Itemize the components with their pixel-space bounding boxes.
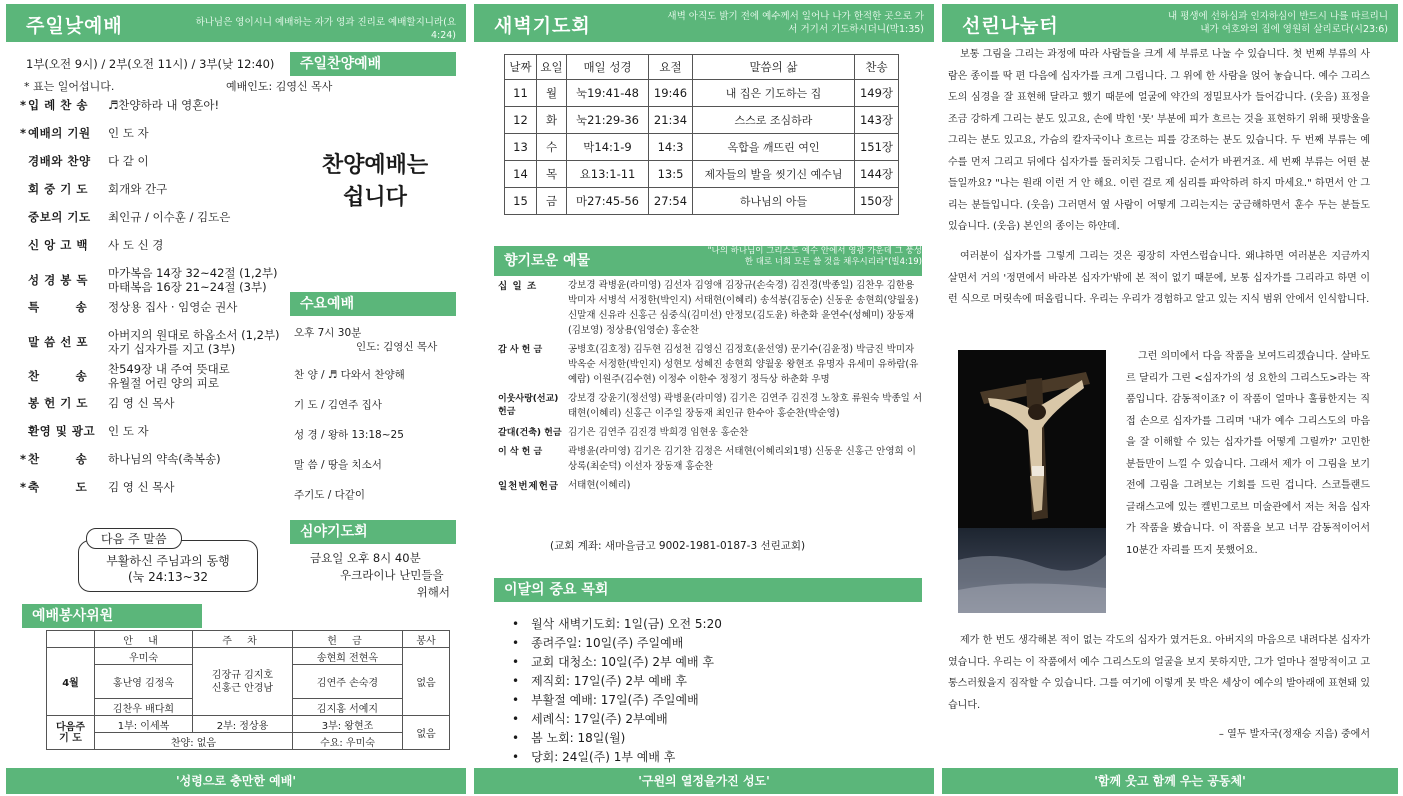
wednesday-order-item: 성 경 / 왕하 13:18~25 [294, 429, 404, 441]
offering-item [498, 391, 924, 421]
order-star [20, 154, 28, 168]
order-label: 경배와 찬양 [28, 154, 91, 168]
order-label: 회 중 기 도 [28, 182, 88, 196]
order-label: 말 씀 선 포 [28, 335, 88, 349]
committee-col-guide: 안 내 [95, 631, 193, 648]
offering-label: 이 삭 헌 금 [498, 447, 543, 457]
offering-item [498, 425, 924, 440]
sharing-header [942, 4, 1398, 42]
order-value [108, 328, 282, 356]
next-prayer-2: 2부: 정상용 [193, 716, 293, 733]
next-week-title: 다음 주 말씀 [86, 528, 182, 549]
committee-col-parking: 주 차 [193, 631, 293, 648]
offering-verse: "나의 하나님이 그리스도 예수 안에서 영광 가운데 그 풍성한 대로 너희 모든 쓸 것을 채우시리라"(빌4:19) [707, 246, 922, 267]
order-value-line: 마태복음 16장 21~24절 (3부) [108, 280, 267, 294]
order-star [20, 328, 28, 356]
offering-label: 이웃사랑(선교) 헌금 [498, 394, 559, 417]
dawn-date: 13 [505, 134, 537, 161]
order-star [20, 266, 28, 294]
night-prayer-topic: 우크라이나 난민들을 [340, 568, 444, 582]
order-item [20, 328, 282, 356]
order-value-line: 아버지의 원대로 하옵소서 (1,2부) [108, 328, 280, 342]
order-label: 신 앙 고 백 [28, 238, 88, 252]
order-value-line: 자기 십자가를 지고 (3부) [108, 342, 236, 356]
table-row [505, 161, 899, 188]
list-item: • 월삭 새벽기도회: 1일(금) 오전 5:20 [512, 615, 722, 634]
order-value-line: 회개와 간구 [108, 182, 168, 196]
sunday-worship-header [6, 4, 466, 42]
order-star: * [20, 98, 27, 112]
table-row [505, 107, 899, 134]
order-item [20, 182, 282, 196]
offering-item [498, 278, 924, 338]
committee-col-offering: 헌 금 [293, 631, 403, 648]
dawn-message: 옥합을 깨뜨린 여인 [693, 134, 855, 161]
painting-image [958, 350, 1106, 613]
order-value [108, 126, 282, 140]
order-value-line: 찬549장 내 주여 뜻대로 [108, 362, 230, 376]
order-value [108, 480, 282, 494]
crucifixion-painting [958, 350, 1106, 613]
next-week-label: 다음주 기 도 [47, 716, 95, 750]
night-prayer [300, 550, 450, 601]
dawn-date: 11 [505, 80, 537, 107]
order-item [20, 300, 282, 314]
events-header: 이달의 중요 목회 [494, 578, 922, 602]
dawn-key-verse: 14:3 [649, 134, 693, 161]
dawn-hymn: 143장 [855, 107, 899, 134]
dawn-day: 목 [537, 161, 567, 188]
committee-table [46, 630, 450, 750]
order-value-line: 김 영 신 목사 [108, 480, 175, 494]
dawn-day: 화 [537, 107, 567, 134]
offering-item [498, 444, 924, 474]
order-value-line: 하나님의 약속(축복송) [108, 452, 221, 466]
praise-worship-notice [300, 150, 450, 214]
standing-note: * 표는 일어섭니다. [24, 80, 115, 93]
order-item [20, 452, 282, 466]
order-value [108, 210, 282, 224]
offering-label: 십 일 조 [498, 281, 538, 292]
order-star [20, 238, 28, 252]
wednesday-order-item: 말 씀 / 땅을 치소서 [294, 459, 382, 471]
order-label: 성 경 봉 독 [28, 273, 88, 287]
dawn-col-day: 요일 [537, 55, 567, 80]
order-item [20, 362, 282, 390]
order-value-line: 유월절 어린 양의 피로 [108, 376, 219, 390]
dawn-date: 15 [505, 188, 537, 215]
list-item: • 부활절 예배: 17일(주) 주일예배 [512, 691, 722, 710]
dawn-reading: 눅19:41-48 [567, 80, 649, 107]
list-item: • 당회: 24일(주) 1부 예배 후 [512, 748, 722, 767]
dawn-day: 금 [537, 188, 567, 215]
dawn-header-row [505, 55, 899, 80]
dawn-reading: 막14:1-9 [567, 134, 649, 161]
order-label: 예배의 기원 [28, 126, 91, 140]
order-item [20, 266, 282, 294]
dawn-message: 제자들의 발을 씻기신 예수님 [693, 161, 855, 188]
offering-names: 곽병윤(라미영) 김기은 김기찬 김정은 서태현(이혜리외1명) 신동운 신홍근 안영희 이상록(최순덕) 이선자 장동재 홍순찬 [568, 446, 916, 472]
order-label: 찬 송 [28, 369, 88, 383]
wednesday-leader: 인도: 김영신 목사 [356, 341, 438, 353]
order-star [20, 424, 28, 438]
table-row [47, 716, 450, 733]
dawn-prayer-title: 새벽기도회 [494, 15, 591, 37]
order-value-line: ♬찬양하라 내 영혼아! [108, 98, 220, 112]
footer-slogan-2: '구원의 열정을가진 성도' [474, 768, 934, 794]
committee-header: 예배봉사위원 [22, 604, 202, 628]
order-item [20, 480, 282, 494]
next-week-sermon-title: 부활하신 주님과의 동행 [106, 554, 230, 568]
offering-names: 공병호(김호정) 김두현 김성천 김영신 김정호(윤선영) 문기수(김윤정) 박금진 박미자 박옥순 서정한(박인지) 성현모 성혜진 송현희 양월웅 왕현조 유명자 유세미 유하람(유예람) 이원주(김수현) 이정수 이한수 정정기 정득상 하춘화 우명 [568, 344, 919, 385]
order-item [20, 154, 282, 168]
order-label: 특 송 [28, 300, 88, 314]
offering-label: 갈대(건축) 헌금 [498, 428, 562, 438]
wednesday-order-item: 주기도 / 다같이 [294, 489, 366, 501]
dawn-key-verse: 21:34 [649, 107, 693, 134]
dawn-col-hymn: 찬송 [855, 55, 899, 80]
dawn-day: 월 [537, 80, 567, 107]
dawn-prayer-header [474, 4, 934, 42]
list-item: • 종려주일: 10일(주) 주일예배 [512, 634, 722, 653]
order-star: * [20, 480, 27, 494]
wednesday-worship-header: 수요예배 [290, 292, 456, 316]
offering-names: 강보경 강윤기(정선영) 곽병윤(라미영) 김기은 김연주 김진경 노창호 류원숙 박종일 서태현(이혜리) 신홍근 이주일 장동재 최인규 한수아 홍순찬(박순영) [568, 393, 923, 419]
table-row [47, 733, 450, 750]
offering-list [498, 278, 924, 497]
committee-month: 4월 [47, 648, 95, 716]
order-value-line: 사 도 신 경 [108, 238, 164, 252]
order-star [20, 182, 28, 196]
dawn-message: 하나님의 아들 [693, 188, 855, 215]
order-label: 축 도 [28, 480, 88, 494]
order-label: 찬 송 [28, 452, 88, 466]
essay-paragraph-1: 보통 그림을 그리는 과정에 따라 사람들을 크게 세 부류로 나눌 수 있습니다. 첫 번째 부류의 사람은 종이를 딱 편 다음에 십자가를 크게 그립니다. 그 위에 한 사람을 얹어 놓습니다. 예수 그리스도의 심경을 잘 표현해 달라고 했기 때문에 얼굴에 약간의 정밀묘사가 들어갑니다. (웃음) 표정을 조금 강하게 그리는 분도 있고요, 손에 박힌 '못' 부분에 피가 흐르는 것을 표현하기 위해 핏방울을 그리는 분도 있고요, 가슴의 칼자국이나 흐르는 피를 강조하는 분도 있습니다. 두 번째 부류는 예수를 먼저 그리고 뒤에다 십자가를 둘러치듯 그립니다. 순서가 바뀐거죠. 세 번째 부류는 어떤 분들일까요? "나는 원래 이런 거 안 해요. 이런 걸로 제 심리를 파악하려 하지 마세요." 하면서 안 그리는 분들입니다. (웃음) 그러면서 옆 사람이 어떻게 그리는지는 궁금해하면서 훈수 두는 분들도 있습니다. (웃음) 본인의 종이는 하얀데. [948, 49, 1370, 232]
offering-label: 일천번제헌금 [498, 481, 560, 492]
order-star [20, 210, 28, 224]
order-value-line: 마가복음 14장 32~42절 (1,2부) [108, 266, 278, 280]
order-value [108, 182, 282, 196]
essay-paragraph-4: 제가 한 번도 생각해본 적이 없는 각도의 십자가 였거든요. 아버지의 마음으로 내려다본 십자가였습니다. 우리는 이 작품에서 예수 그리스도의 얼굴을 보지 못하지만, 그가 얼마나 절망적이고 고통스러웠을지 짐작할 수 있습니다. 그를 여기에 이렇게 못 박은 세상이 예수의 발아래에 표현돼 있습니다. [948, 635, 1370, 711]
order-value [108, 300, 282, 314]
dawn-day: 수 [537, 134, 567, 161]
wednesday-order-item: 찬 양 / ♬ 다와서 찬양해 [294, 369, 405, 381]
sharing-title: 선린나눔터 [962, 15, 1059, 37]
bank-account: (교회 계좌: 새마을금고 9002-1981-0187-3 선린교회) [550, 540, 806, 552]
order-label: 입 례 찬 송 [28, 98, 88, 112]
dawn-hymn: 150장 [855, 188, 899, 215]
dawn-message: 스스로 조심하라 [693, 107, 855, 134]
order-label: 중보의 기도 [28, 210, 91, 224]
next-week-sermon-ref: (눅 24:13~32 [128, 570, 208, 584]
sunday-worship-title: 주일낮예배 [26, 15, 123, 37]
next-wednesday: 수요: 우미숙 [293, 733, 403, 750]
dawn-prayer-verse: 새벽 아직도 밝기 전에 예수께서 일어나 나가 한적한 곳으로 가서 거기서 기도하시더니(막1:35) [667, 11, 924, 35]
list-item: • 봄 노회: 18일(월) [512, 729, 722, 748]
dawn-hymn: 149장 [855, 80, 899, 107]
order-value-line: 김 영 신 목사 [108, 396, 175, 410]
dawn-col-key-verse: 요절 [649, 55, 693, 80]
offering-item [498, 342, 924, 387]
praise-notice-line2: 쉽니다 [343, 185, 407, 210]
dawn-date: 14 [505, 161, 537, 188]
wednesday-order-item: 기 도 / 김연주 집사 [294, 399, 382, 411]
dawn-hymn: 151장 [855, 134, 899, 161]
order-value [108, 266, 282, 294]
wednesday-order [294, 368, 464, 503]
dawn-reading: 눅21:29-36 [567, 107, 649, 134]
dawn-col-message: 말씀의 삶 [693, 55, 855, 80]
dawn-key-verse: 19:46 [649, 80, 693, 107]
committee-col-service: 봉사 [403, 631, 450, 648]
order-value [108, 452, 282, 466]
order-label: 환영 및 광고 [28, 424, 96, 438]
night-prayer-time: 금요일 오후 8시 40분 [310, 551, 421, 565]
dawn-key-verse: 27:54 [649, 188, 693, 215]
night-prayer-topic-2: 위해서 [416, 585, 450, 599]
next-service-cell: 없음 [403, 716, 450, 750]
table-row [47, 648, 450, 665]
next-week-sermon [78, 528, 258, 592]
dawn-date: 12 [505, 107, 537, 134]
order-value [108, 424, 282, 438]
next-praise: 찬양: 없음 [95, 733, 293, 750]
offering-names: 서태현(이혜리) [568, 480, 631, 491]
order-value-line: 다 같 이 [108, 154, 149, 168]
order-star [20, 362, 28, 390]
order-label: 봉 헌 기 도 [28, 396, 88, 410]
next-prayer-1: 1부: 이세복 [95, 716, 193, 733]
sunday-worship-verse: 하나님은 영이시니 예배하는 자가 영과 진리로 예배할지니라(요4:24) [195, 17, 456, 41]
order-item [20, 210, 282, 224]
worship-leader: 예배인도: 김영신 목사 [226, 80, 333, 93]
order-value-line: 최인규 / 이수훈 / 김도은 [108, 210, 231, 224]
dawn-message: 내 집은 기도하는 집 [693, 80, 855, 107]
order-star: * [20, 452, 27, 466]
order-star [20, 300, 28, 314]
order-star: * [20, 126, 27, 140]
dawn-hymn: 144장 [855, 161, 899, 188]
list-item: • 제직회: 17일(주) 2부 예배 후 [512, 672, 722, 691]
wednesday-time: 오후 7시 30분 [294, 327, 362, 339]
worship-order [20, 98, 282, 508]
order-item [20, 396, 282, 410]
table-row [505, 80, 899, 107]
wednesday-worship [294, 326, 464, 518]
offering-cell: 김연주 손숙경 [293, 665, 403, 699]
list-item: • 세례식: 17일(주) 2부예배 [512, 710, 722, 729]
service-times: 1부(오전 9시) / 2부(오전 11시) / 3부(낮 12:40) [26, 57, 275, 71]
offering-title: 향기로운 예물 [504, 253, 591, 269]
night-prayer-header: 심야기도회 [290, 520, 456, 544]
dawn-reading: 요13:1-11 [567, 161, 649, 188]
table-row [505, 134, 899, 161]
guide-cell: 우미숙 [95, 648, 193, 665]
footer-slogan-1: '성령으로 충만한 예배' [6, 768, 466, 794]
offering-cell: 송현희 전현옥 [293, 648, 403, 665]
essay-paragraph-2: 여러분이 십자가를 그렇게 그리는 것은 굉장히 자연스럽습니다. 왜냐하면 여러분은 지금까지 살면서 거의 '정면에서 바라본 십자가'밖에 본 적이 없기 때문에, 보통 십자가를 그리라고 하면 이런 식으로 머릿속에 떠올립니다. 우리는 우리가 경험하고 알고 있는 지식 범위 안에서 인식합니다. [948, 251, 1370, 305]
order-value-line: 인 도 자 [108, 126, 149, 140]
events-list [512, 615, 722, 767]
service-cell: 없음 [403, 648, 450, 716]
essay-source: – 열두 발자국(정재승 지음) 중에서 [1218, 729, 1370, 740]
praise-notice-line1: 찬양예배는 [321, 153, 429, 178]
order-value-line: 인 도 자 [108, 424, 149, 438]
table-row [505, 188, 899, 215]
order-value [108, 238, 282, 252]
dawn-col-reading: 매일 성경 [567, 55, 649, 80]
parking-cell: 김장규 김지호 신홍근 안경남 [193, 648, 293, 716]
guide-cell: 홍난영 김정옥 [95, 665, 193, 699]
order-value-line: 정상용 집사 · 임영순 권사 [108, 300, 238, 314]
offering-label: 감 사 헌 금 [498, 345, 543, 355]
order-star [20, 396, 28, 410]
offering-names: 강보경 곽병윤(라미영) 김선자 김영애 김장규(손숙경) 김진경(박종일) 김찬우 김한용 박미자 서병석 서정한(박인지) 서태현(이혜리) 송석봉(김동순) 신동운 송현희(양월웅) 신말재 신유라 신홍근 심중식(김미선) 안정모(김도윤) 하춘화 윤연수(성혜미) 장동재(김보영) 정상용(임영순) 홍순찬 [568, 280, 919, 336]
committee-header-row [47, 631, 450, 648]
dawn-reading: 마27:45-56 [567, 188, 649, 215]
offering-names: 김기은 김연주 김진경 박희경 임현웅 홍순찬 [568, 427, 749, 438]
essay-paragraph-3: 그런 의미에서 다음 작품을 보여드리겠습니다. 살바도르 달리가 그린 <십자가의 성 요한의 그리스도>라는 작품입니다. 감동적이죠? 이 작품이 얼마나 훌륭한지는 직접 손으로 십자가를 그리며 '내가 예수 그리스도의 마음을 잘 이해할 수 있는 십자가를 어떻게 그릴까?' 고민한 분들만이 느낄 수 있습니다. 그래서 제가 이 그림을 보기 전에 그림을 그려보는 기회를 드린 겁니다. 스코틀랜드 글래스고에 있는 켈빈그로브 미술관에서 저는 처음 십자가 작품을 봤습니다. 이 작품을 보고 너무 감동적이어서 10분간 자리를 뜨지 못했어요. [1126, 351, 1370, 556]
order-item [20, 98, 282, 112]
sharing-verse: 내 평생에 선하심과 인자하심이 반드시 나를 따르리니 내가 여호와의 집에 영원히 살리로다(시23:6) [1168, 11, 1389, 35]
order-item [20, 126, 282, 140]
order-value [108, 98, 282, 112]
list-item: • 교회 대청소: 10일(주) 2부 예배 후 [512, 653, 722, 672]
committee-corner [47, 631, 95, 648]
dawn-key-verse: 13:5 [649, 161, 693, 188]
praise-worship-header: 주일찬양예배 [290, 52, 456, 76]
offering-cell: 김지홍 서예지 [293, 699, 403, 716]
offering-item [498, 478, 924, 493]
order-item [20, 238, 282, 252]
order-value [108, 362, 282, 390]
order-value [108, 396, 282, 410]
footer-slogan-3: '함께 웃고 함께 우는 공동체' [942, 768, 1398, 794]
dawn-col-date: 날짜 [505, 55, 537, 80]
next-prayer-3: 3부: 왕현조 [293, 716, 403, 733]
order-item [20, 424, 282, 438]
order-value [108, 154, 282, 168]
dawn-prayer-table [504, 54, 899, 215]
guide-cell: 김찬우 배다희 [95, 699, 193, 716]
